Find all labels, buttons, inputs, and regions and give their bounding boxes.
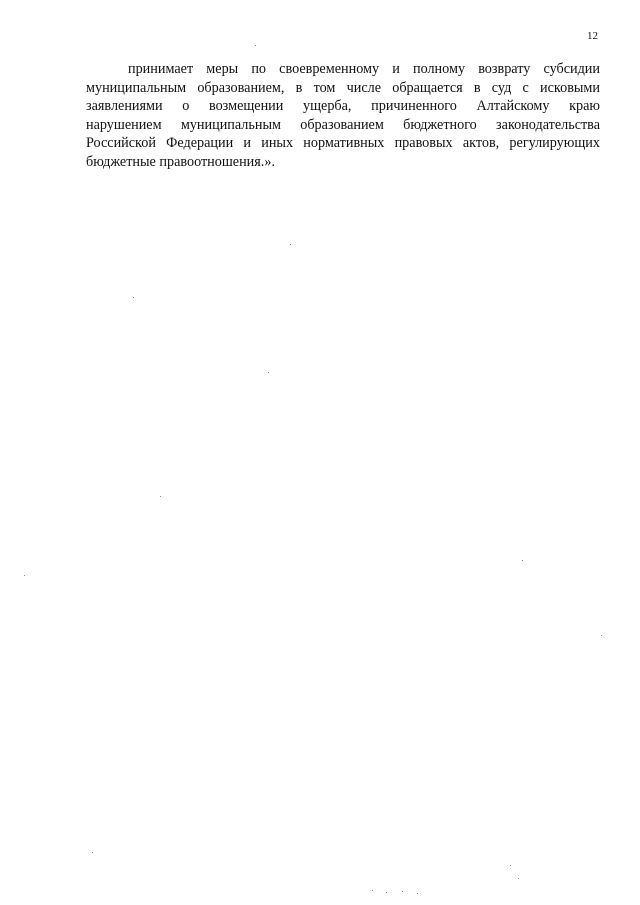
body-paragraph [86,60,600,172]
paragraph-line: нарушением муниципальным образованием бюджетного законодательства [86,116,600,133]
scan-speck [601,635,602,636]
scan-speck [402,891,403,892]
scan-speck [518,878,519,879]
scan-speck [24,575,25,576]
scan-speck [92,852,93,853]
paragraph-line: Российской Федерации и иных нормативных правовых актов, регулирующих [86,135,600,152]
scan-speck [255,45,256,46]
paragraph-line: муниципальным образованием, в том числе обращается в суд с исковыми [86,79,600,96]
paragraph-line: принимает меры по своевременному и полному возврату субсидии [128,61,600,77]
paragraph-line: бюджетные правоотношения.». [86,153,275,170]
scan-speck [290,244,291,245]
scan-speck [268,372,269,373]
scan-speck [522,560,523,561]
scan-speck [510,865,511,866]
scan-speck [417,893,418,894]
scan-speck [372,890,373,891]
paragraph-line: заявлениями о возмещении ущерба, причиненного Алтайскому краю [86,98,600,115]
scan-speck [133,297,134,298]
scan-speck [386,892,387,893]
scan-speck [160,496,161,497]
page-number: 12 [587,30,598,42]
